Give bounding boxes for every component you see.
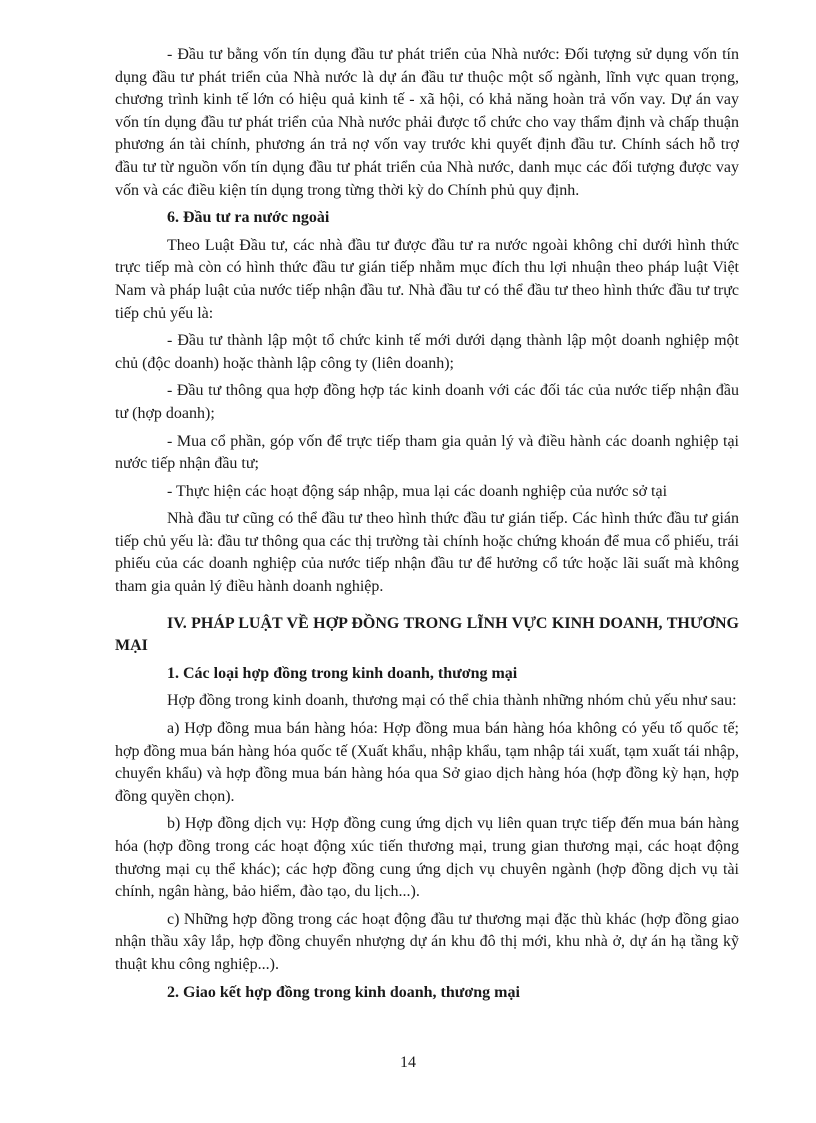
- paragraph-investment-law: Theo Luật Đầu tư, các nhà đầu tư được đầu tư ra nước ngoài không chỉ dưới hình thức trực tiếp mà còn có hình thức đầu tư gián tiếp nhằm mục đích thu lợi nhuận theo pháp luật Việt Nam và pháp luật của nước tiếp nhận đầu tư. Nhà đầu tư có thể đầu tư theo hình thức đầu tư trực tiếp chủ yếu là:: [115, 236, 739, 322]
- list-item-share-purchase: - Mua cổ phần, góp vốn để trực tiếp tham gia quản lý và điều hành các doanh nghiệp tại nước tiếp nhận đầu tư;: [115, 432, 739, 473]
- list-item-economic-organization: - Đầu tư thành lập một tổ chức kinh tế mới dưới dạng thành lập một doanh nghiệp một chủ (độc doanh) hoặc thành lập công ty (liên doanh);: [115, 332, 739, 372]
- heading-foreign-investment: 6. Đầu tư ra nước ngoài: [167, 209, 330, 227]
- paragraph-indirect-investment: Nhà đầu tư cũng có thể đầu tư theo hình thức đầu tư gián tiếp. Các hình thức đầu tư gián tiếp chủ yếu là: đầu tư thông qua các thị trường tài chính hoặc chứng khoán để mua cổ phiếu, trái phiếu của các doanh nghiệp của nước tiếp nhận đầu tư để hưởng cổ tức hoặc lãi suất mà không tham gia quản lý điều hành doanh nghiệp.: [115, 510, 739, 596]
- section-title-contract-law: IV. PHÁP LUẬT VỀ HỢP ĐỒNG TRONG LĨNH VỰC KINH DOANH, THƯƠNG MẠI: [115, 614, 739, 655]
- paragraph-service-contracts: b) Hợp đồng dịch vụ: Hợp đồng cung ứng dịch vụ liên quan trực tiếp đến mua bán hàng hóa (hợp đồng trong các hoạt động xúc tiến thương mại, trung gian thương mại, các hoạt động thương mại cụ thể khác); các hợp đồng cung ứng dịch vụ chuyên ngành (hợp đồng dịch vụ tài chính, ngân hàng, bảo hiểm, đào tạo, du lịch...).: [115, 815, 739, 901]
- list-item-business-cooperation: - Đầu tư thông qua hợp đồng hợp tác kinh doanh với các đối tác của nước tiếp nhận đầu tư (hợp doanh);: [115, 382, 739, 422]
- list-item-merger-acquisition: - Thực hiện các hoạt động sáp nhập, mua lại các doanh nghiệp của nước sở tại: [167, 482, 668, 500]
- paragraph-special-contracts: c) Những hợp đồng trong các hoạt động đầu tư thương mại đặc thù khác (hợp đồng giao nhận thầu xây lắp, hợp đồng chuyển nhượng dự án khu đô thị mới, khu nhà ở, dự án hạ tầng kỹ thuật khu công nghiệp...).: [115, 910, 739, 973]
- heading-contract-formation: 2. Giao kết hợp đồng trong kinh doanh, thương mại: [167, 983, 520, 1001]
- heading-contract-types: 1. Các loại hợp đồng trong kinh doanh, thương mại: [167, 664, 518, 682]
- paragraph-sale-contracts: a) Hợp đồng mua bán hàng hóa: Hợp đồng mua bán hàng hóa không có yếu tố quốc tế; hợp đồng mua bán hàng hóa quốc tế (Xuất khẩu, nhập khẩu, tạm nhập tái xuất, tạm xuất tái nhập, chuyển khẩu) và hợp đồng mua bán hàng hóa qua Sở giao dịch hàng hóa (hợp đồng kỳ hạn, hợp đồng quyền chọn).: [115, 720, 739, 805]
- document-page: [115, 44, 739, 1004]
- paragraph-contract-groups: Hợp đồng trong kinh doanh, thương mại có thể chia thành những nhóm chủ yếu như sau:: [167, 692, 737, 710]
- paragraph-state-credit-investment: - Đầu tư bằng vốn tín dụng đầu tư phát triển của Nhà nước: Đối tượng sử dụng vốn tín dụng đầu tư phát triển của Nhà nước là dự án đầu tư thuộc một số ngành, lĩnh vực quan trọng, chương trình kinh tế lớn có hiệu quả kinh tế - xã hội, có khả năng hoàn trả vốn vay. Dự án vay vốn tín dụng đầu tư phát triển của Nhà nước phải được tổ chức cho vay thẩm định và chấp thuận phương án tài chính, phương án trả nợ vốn vay trước khi quyết định đầu tư. Chính sách hỗ trợ đầu tư từ nguồn vốn tín dụng đầu tư phát triển của Nhà nước, danh mục các đối tượng được vay vốn và các điều kiện tín dụng trong từng thời kỳ do Chính phủ quy định.: [115, 46, 739, 199]
- page-number: 14: [400, 1054, 416, 1071]
